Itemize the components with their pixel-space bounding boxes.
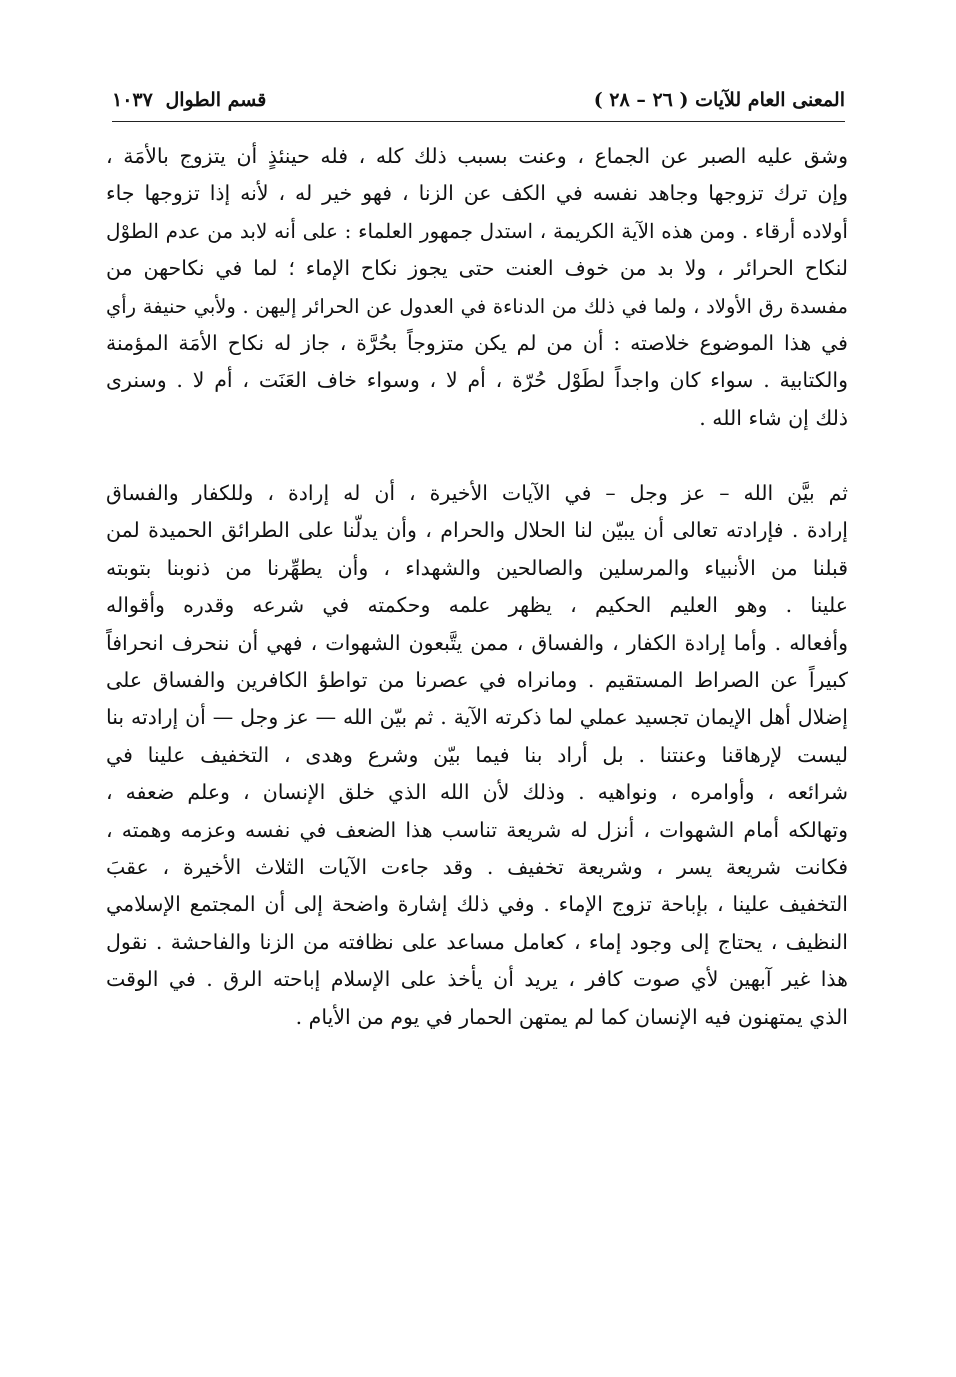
text-line: إرادة . فإرادته تعالى أن يبيّن لنا الحلال والحرام ، وأن يدلّنا على الطرائق الحميدة لمن [106, 518, 848, 543]
text-line: قبلنا من الأنبياء والمرسلين والصالحين والشهداء ، وأن يطهِّرنا من ذنوبنا بتوبته [106, 555, 848, 580]
text-line: فكانت شريعة يسر ، وشريعة تخفيف . وقد جاءت الآيات الثلاث الأخيرة ، عقبَ [106, 855, 848, 880]
text-line: أولاده أرقاء . ومن هذه الآية الكريمة ، استدل جمهور العلماء : على أنه لابد من عدم الطوْل [106, 218, 848, 243]
text-line: والكتابية . سواء كان واجداً لطَوْل حُرّة ، أم لا ، وسواء خاف العَنَت ، أم لا . وسنرى [106, 368, 848, 393]
text-line: لنكاح الحرائر ، ولا بد من خوف العنت حتى يجوز نكاح الإماء ؛ لما في نكاحهن من [106, 256, 848, 281]
text-line: ذلك إن شاء الله . [699, 405, 848, 430]
text-line: علينا . وهو العليم الحكيم ، يظهر علمه وحكمته في شرعه وقدره وأقواله [106, 593, 848, 618]
text-line: شرائعه ، وأوامره ، ونواهيه . وذلك لأن الله الذي خلق الإنسان ، وعلم ضعفه ، [106, 780, 848, 805]
text-line: التخفيف علينا ، بإباحة تزوج الإماء . وفي ذلك إشارة واضحة إلى أن المجتمع الإسلامي [106, 892, 848, 917]
section-and-page [112, 89, 266, 111]
chapter-title: المعنى العام للآيات ( ٢٦ – ٢٨ ) [593, 89, 845, 111]
section-label: قسم الطوال [165, 89, 267, 111]
text-line: النظيف ، يحتاج إلى وجود إماء ، كعامل مساعد على نظافته من الزنا والفاحشة . نقول [106, 929, 848, 954]
text-line: وشق عليه الصبر عن الجماع ، وعنت بسبب ذلك كله ، فله حينئذٍ أن يتزوج بالأمَة ، [106, 144, 848, 168]
text-line: وإن ترك تزوجها وجاهد نفسه في الكف عن الزنا ، فهو خير له ، لأنه إذا تزوجها جاء [106, 181, 848, 206]
paragraph-1 [106, 138, 848, 437]
running-header [112, 82, 845, 118]
header-rule [112, 121, 845, 122]
text-line: وتهالكه أمام الشهوات ، أنزل له شريعة تناسب هذا الضعف في نفسه وعزمه وهمته ، [106, 817, 848, 842]
text-line: وأفعاله . وأما إرادة الكفار ، والفساق ، ممن يتَّبعون الشهوات ، فهي أن ننحرف انحرافاً [106, 630, 848, 655]
text-line: هذا غير آبهين لأي صوت كافر ، يريد أن يأخذ على الإسلام إباحته الرق . في الوقت [106, 967, 848, 992]
text-line: مفسدة رق الأولاد ، ولما في ذلك من الدناءة في العدول عن الحرائر إليهن . ولأبي حنيفة رأي [106, 294, 848, 318]
text-line: ليست لإرهاقنا وعنتنا . بل أراد بنا فيما بيّن وشرع وهدى ، التخفيف علينا في [106, 742, 848, 767]
text-line: في هذا الموضوع خلاصته : أن من لم يكن متزوجاً بحُرَّة ، جاز له نكاح الأمَة المؤمنة [106, 331, 848, 356]
text-line: إضلال أهل الإيمان تجسيد عملي لما ذكرته الآية . ثم بيّن الله — عز وجل — أن إرادته بنا [106, 705, 848, 730]
text-line: كبيراً عن الصراط المستقيم . ومانراه في عصرنا من تواطؤ الكافرين والفساق على [106, 668, 848, 693]
text-line: الذي يمتهنون فيه الإنسان كما لم يمتهن الحمار في يوم من الأيام . [295, 1004, 848, 1029]
page-number: ١٠٣٧ [112, 89, 153, 111]
text-line: ثم بيَّن الله – عز وجل – في الآيات الأخيرة ، أن له إرادة ، وللكفار والفساق [106, 481, 848, 505]
paragraph-2 [106, 475, 848, 1036]
